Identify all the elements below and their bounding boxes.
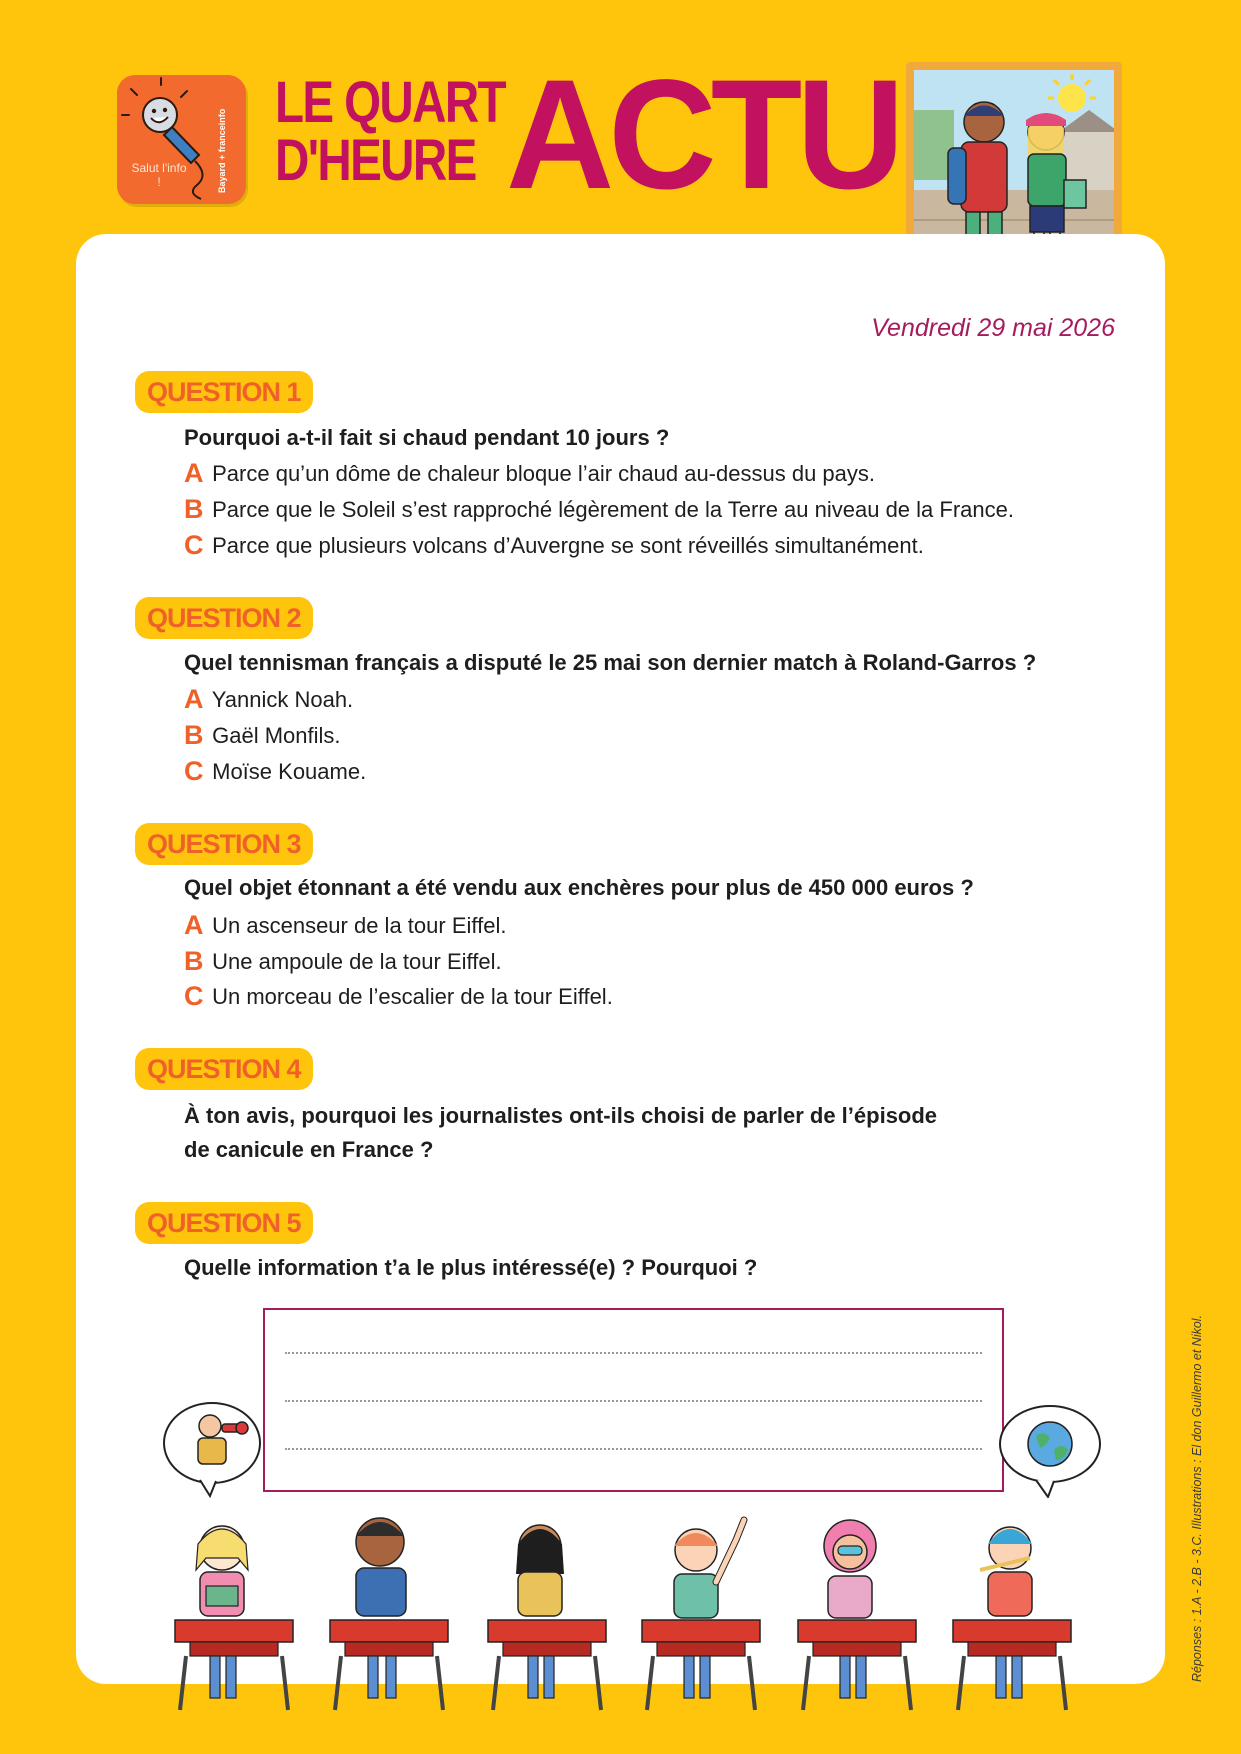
question-2-text: Quel tennisman français a disputé le 25 mai son dernier match à Roland-Garros ? <box>184 650 1037 675</box>
answer-text: Parce que le Soleil s’est rapproché légèrement de la Terre au niveau de la France. <box>212 497 1014 522</box>
answer-text: Parce que plusieurs volcans d’Auvergne se sont réveillés simultanément. <box>212 533 924 558</box>
writing-line[interactable] <box>285 1448 982 1450</box>
question-1-answer-b <box>184 494 1134 525</box>
question-5-text: Quelle information t’a le plus intéressé(e) ? Pourquoi ? <box>184 1255 758 1280</box>
answer-letter: B <box>184 946 204 976</box>
writing-line[interactable] <box>285 1400 982 1402</box>
desk <box>488 1620 606 1642</box>
question-3-answer-a <box>184 910 1134 941</box>
answer-letter: C <box>184 756 204 786</box>
kids-at-desks-illustration <box>150 1500 1110 1715</box>
answer-letter: A <box>184 458 204 488</box>
title-line-1: LE QUART <box>275 70 505 135</box>
logo-text: Salut l'info ! <box>131 161 187 189</box>
desk <box>175 1620 293 1642</box>
title-line-2: D'HEURE <box>275 128 476 193</box>
kid-thinking <box>356 1518 406 1616</box>
question-1-answer-c <box>184 530 1134 561</box>
desk <box>330 1620 448 1642</box>
desk <box>953 1620 1071 1642</box>
globe-speech-bubble <box>996 1402 1106 1498</box>
question-5-tag: QUESTION 5 <box>135 1202 313 1244</box>
salut-linfo-logo <box>117 75 246 204</box>
title-big: ACTU <box>506 48 899 222</box>
answers-credits: Réponses : 1.A - 2.B - 3.C. Illustrations : El don Guillermo et Nikol. <box>1190 1314 1204 1682</box>
question-3-answer-b <box>184 946 1134 977</box>
globe-icon <box>1028 1422 1072 1466</box>
answer-letter: B <box>184 494 204 524</box>
question-3-tag: QUESTION 3 <box>135 823 313 865</box>
reporter-speech-bubble <box>160 1398 264 1498</box>
date: Vendredi 29 mai 2026 <box>871 314 1115 342</box>
kid-pink-hair <box>824 1520 876 1618</box>
title-small <box>275 70 505 193</box>
question-4-text-line-2: de canicule en France ? <box>184 1137 434 1162</box>
question-3-text: Quel objet étonnant a été vendu aux enchères pour plus de 450 000 euros ? <box>184 875 974 900</box>
answer-text: Yannick Noah. <box>211 687 354 712</box>
writing-line[interactable] <box>285 1352 982 1354</box>
question-2-answer-b <box>184 720 1134 751</box>
answer-letter: A <box>184 684 204 714</box>
kid-blue-hair <box>980 1527 1032 1616</box>
answer-letter: C <box>184 530 204 560</box>
answer-writing-box[interactable] <box>263 1308 1004 1492</box>
question-1-tag: QUESTION 1 <box>135 371 313 413</box>
question-2-answer-c <box>184 756 1134 787</box>
question-2-answer-a <box>184 684 1134 715</box>
answer-letter: C <box>184 981 204 1011</box>
kid-writing <box>516 1525 564 1616</box>
answer-text: Moïse Kouame. <box>212 759 367 784</box>
kid-reading <box>196 1526 248 1616</box>
question-3-answer-c <box>184 981 1134 1012</box>
answer-text: Gaël Monfils. <box>212 723 341 748</box>
answer-text: Un morceau de l’escalier de la tour Eiffel. <box>212 984 613 1009</box>
question-4-tag: QUESTION 4 <box>135 1048 313 1090</box>
answer-text: Un ascenseur de la tour Eiffel. <box>212 913 507 938</box>
answer-letter: B <box>184 720 204 750</box>
question-2-tag: QUESTION 2 <box>135 597 313 639</box>
kid-raising-hand <box>674 1520 744 1618</box>
desk <box>798 1620 916 1642</box>
question-1-answer-a <box>184 458 1134 489</box>
question-1-text: Pourquoi a-t-il fait si chaud pendant 10 jours ? <box>184 425 670 450</box>
answer-letter: A <box>184 910 204 940</box>
desk <box>642 1620 760 1642</box>
logo-brand: Bayard + franceinfo <box>217 108 227 193</box>
question-4-text-line-1: À ton avis, pourquoi les journalistes ont-ils choisi de parler de l’épisode <box>184 1103 938 1128</box>
answer-text: Une ampoule de la tour Eiffel. <box>212 949 502 974</box>
answer-text: Parce qu’un dôme de chaleur bloque l’air chaud au-dessus du pays. <box>212 461 875 486</box>
